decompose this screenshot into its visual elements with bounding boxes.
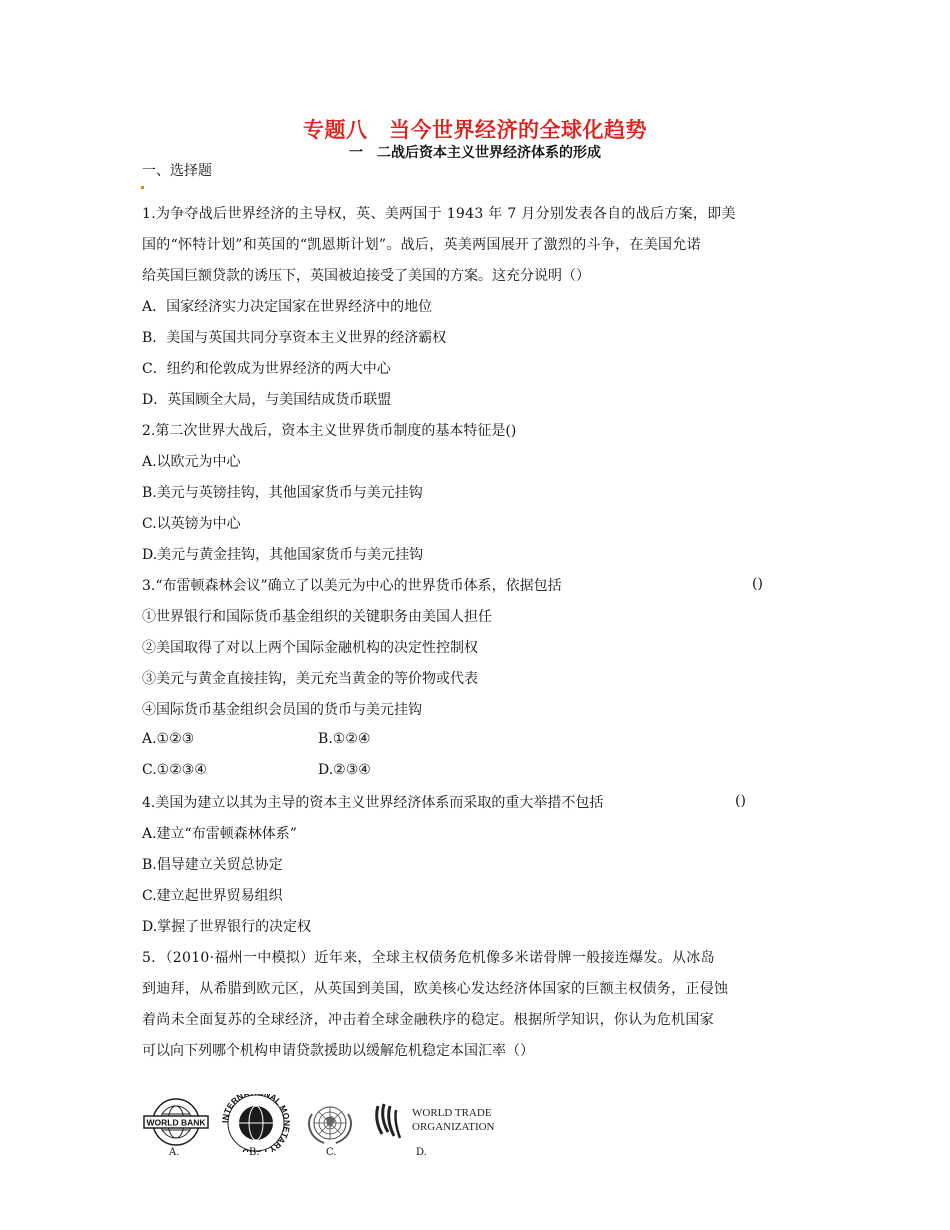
q1-option-c: C．纽约和伦敦成为世界经济的两大中心	[142, 361, 391, 377]
q2-option-b: B.美元与英镑挂钩，其他国家货币与美元挂钩	[142, 485, 423, 501]
q3-answer-paren: ()	[752, 576, 763, 592]
logo-label-c: C.	[326, 1147, 337, 1158]
q3-item-1: ①世界银行和国际货币基金组织的关键职务由美国人担任	[142, 609, 492, 625]
q2-stem: 2.第二次世界大战后，资本主义世界货币制度的基本特征是()	[142, 423, 517, 439]
world-bank-logo-text: WORLD BANK	[146, 1117, 206, 1128]
q2-option-a: A.以欧元为中心	[142, 454, 241, 470]
q3-option-c: C.①②③④	[142, 762, 207, 778]
q3-option-b: B.①②④	[318, 731, 371, 747]
wto-logo	[372, 1100, 496, 1148]
q1-option-b: B．美国与英国共同分享资本主义世界的经济霸权	[142, 330, 447, 346]
q5-stem-line-4: 可以向下列哪个机构申请贷款援助以缓解危机稳定本国汇率（）	[142, 1043, 534, 1059]
q1-option-a: A．国家经济实力决定国家在世界经济中的地位	[142, 299, 433, 315]
section-heading: 一、选择题	[142, 163, 212, 179]
logo-label-a: A.	[169, 1147, 180, 1158]
wto-logo-line-1: WORLD TRADE	[412, 1107, 492, 1119]
q1-stem-line-1: 1.为争夺战后世界经济的主导权，英、美两国于 1943 年 7 月分别发表各自的战后方案，即美	[142, 206, 736, 222]
q4-option-a: A.建立“布雷顿森林体系”	[142, 826, 297, 842]
q1-option-d: D．英国顾全大局，与美国结成货币联盟	[142, 392, 392, 408]
q3-item-3: ③美元与黄金直接挂钩，美元充当黄金的等价物或代表	[142, 671, 478, 687]
q1-stem-line-3: 给英国巨额贷款的诱压下，英国被迫接受了美国的方案。这充分说明（）	[142, 268, 590, 284]
q4-stem: 4.美国为建立以其为主导的资本主义世界经济体系而采取的重大举措不包括	[142, 795, 604, 811]
wto-logo-line-2: ORGANIZATION	[412, 1121, 495, 1133]
q4-answer-paren: ()	[735, 793, 746, 809]
logo-label-b: B.	[249, 1147, 260, 1158]
imf-ring-text: INTERN NAL MONETARY	[220, 1094, 292, 1152]
q5-stem-line-1: 5．（2010·福州一中模拟）近年来，全球主权债务危机像多米诺骨牌一般接连爆发。从冰岛	[142, 950, 715, 966]
page-title: 专题八 当今世界经济的全球化趋势	[303, 118, 647, 142]
q4-option-d: D.掌握了世界银行的决定权	[142, 919, 312, 935]
q4-option-b: B.倡导建立关贸总协定	[142, 857, 283, 873]
q2-option-d: D.美元与黄金挂钩，其他国家货币与美元挂钩	[142, 547, 424, 563]
q3-option-d: D.②③④	[318, 762, 371, 778]
q2-option-c: C.以英镑为中心	[142, 516, 241, 532]
q3-option-a: A.①②③	[142, 731, 195, 747]
world-bank-logo	[140, 1098, 212, 1150]
q3-stem: 3.“布雷顿森林会议”确立了以美元为中心的世界货币体系，依据包括	[142, 578, 562, 594]
q1-stem-line-2: 国的“怀特计划”和英国的“凯恩斯计划”。战后，英美两国展开了激烈的斗争，在美国允诺	[142, 237, 701, 253]
q3-item-4: ④国际货币基金组织会员国的货币与美元挂钩	[142, 702, 422, 718]
q3-item-2: ②美国取得了对以上两个国际金融机构的决定性控制权	[142, 640, 478, 656]
united-nations-logo	[300, 1100, 360, 1150]
page-subtitle: 一 二战后资本主义世界经济体系的形成	[349, 145, 601, 161]
q5-stem-line-3: 着尚未全面复苏的全球经济，冲击着全球金融秩序的稳定。根据所学知识，你认为危机国家	[142, 1012, 714, 1028]
q5-stem-line-2: 到迪拜，从希腊到欧元区，从英国到美国，欧美核心发达经济体国家的巨额主权债务，正侵蚀	[142, 981, 729, 997]
ink-dot	[141, 186, 144, 189]
q4-option-c: C.建立起世界贸易组织	[142, 888, 283, 904]
logo-label-d: D.	[416, 1147, 427, 1158]
